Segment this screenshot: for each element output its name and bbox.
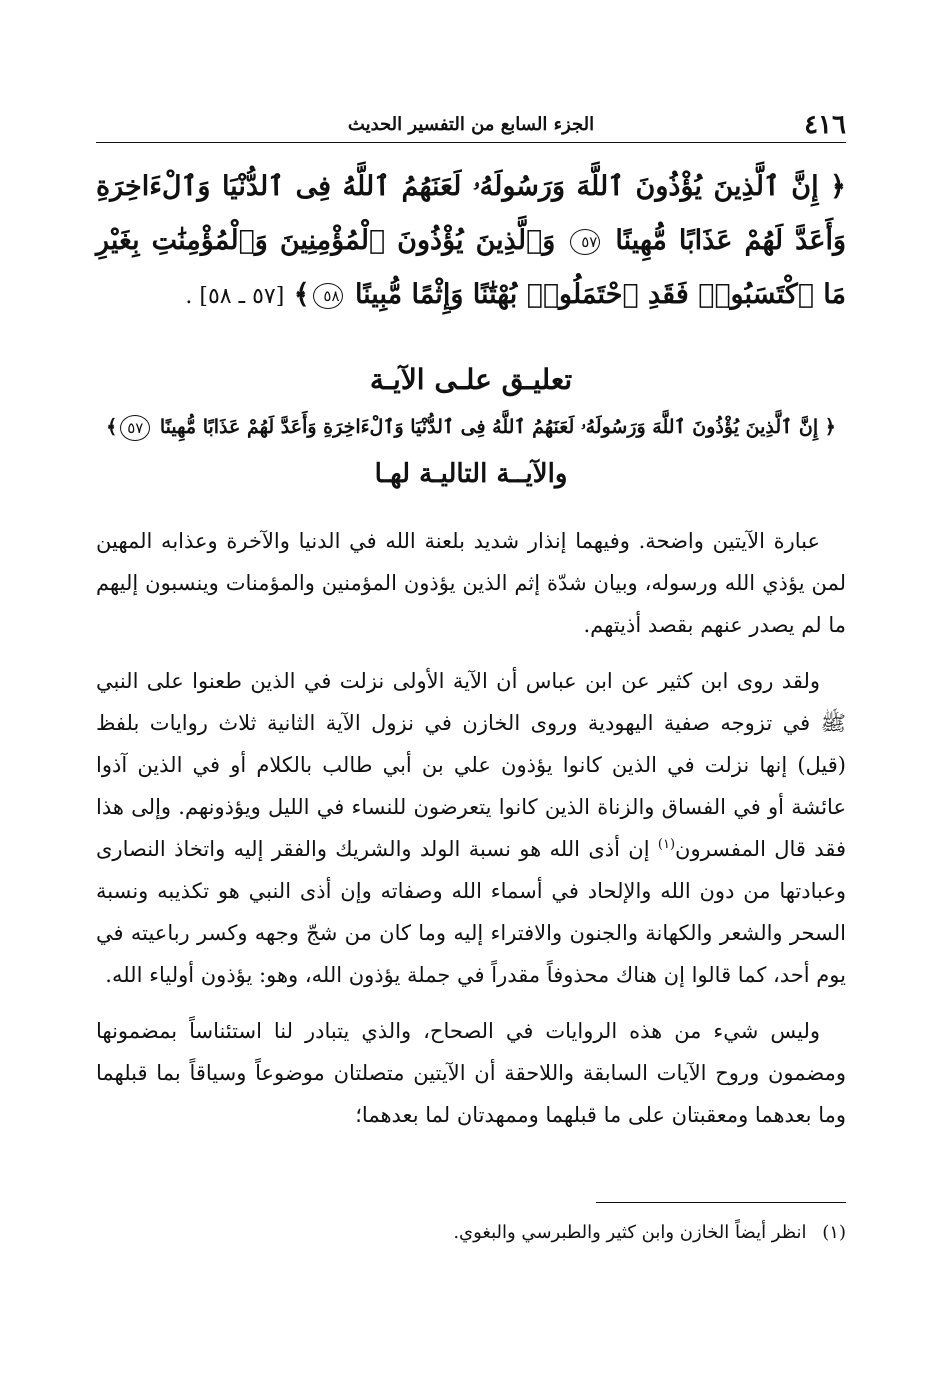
body-text: [96, 520, 846, 1150]
section-verse: [96, 402, 846, 452]
ayah-number-marker: ٥٨: [313, 283, 343, 309]
paragraph: عبارة الآيتين واضحة. وفيهما إنذار شديد بلعنة الله في الدنيا والآخرة وعذابه المهين لمن يؤذي الله ورسوله، وبيان شدّة إثم الذين يؤذون المؤمنين والمؤمنات وينسبون إليهم ما لم يصدر عنهم بقصد أذيتهم.: [96, 529, 846, 637]
ayah-number-marker: ٥٧: [120, 415, 150, 441]
footnote: [96, 1218, 846, 1248]
footnote-number: (١): [822, 1222, 846, 1243]
page-number: ٤١٦: [804, 110, 846, 140]
quran-verse-block: [96, 160, 846, 324]
verse-close-bracket: ﴾: [293, 279, 310, 310]
section-heading: [96, 358, 846, 496]
paragraph: وليس شيء من هذه الروايات في الصحاح، والذي يتبادر لنا استئناساً بمضمونها ومضمون وروح الآيات السابقة واللاحقة أن الآيتين متصلتان موضوعاً وسياقاً بما قبلهما وما بعدهما ومعقبتان على ما قبلهما وممهدتان لما بعدهما؛: [96, 1019, 846, 1127]
ayah-number-marker: ٥٧: [570, 229, 600, 255]
running-header: [96, 108, 846, 143]
paragraph-text: ولقد روى ابن كثير عن ابن عباس أن الآية الأولى نزلت في الذين طعنوا على النبي ﷺ في تزوجه صفية اليهودية وروى الخازن في نزول الآية الثانية ثلاث روايات بلفظ (قيل) إنها نزلت في الذين كانوا يؤذون علي بن أبي طالب بالكلام أو في الذين آذوا عائشة أو في الفساق والزناة الذين كانوا يتعرضون للنساء في الليل ويؤذونهم. وإلى هذا فقد قال المفسرون: [96, 669, 846, 861]
verse-part-2: وَٱلَّذِينَ يُؤْذُونَ ٱلْمُؤْمِنِينَ وَٱلْمُؤْمِنَٰتِ بِغَيْرِ مَا ٱكْتَسَبُوا۟ فَقَدِ ٱحْتَمَلُوا۟ بُهْتَٰنًا وَإِثْمًا مُّبِينًا: [96, 225, 846, 310]
section-verse-text: إِنَّ ٱلَّذِينَ يُؤْذُونَ ٱللَّهَ وَرَسُولَهُۥ لَعَنَهُمُ ٱللَّهُ فِى ٱلدُّنْيَا وَٱلْءَاخِرَةِ وَأَعَدَّ لَهُمْ عَذَابًا مُّهِينًا: [159, 416, 819, 438]
verse-open-bracket: ﴿: [830, 171, 846, 202]
section-subtitle: والآيــة التاليـة لهـا: [374, 459, 568, 489]
footnote-reference[interactable]: (١): [657, 837, 676, 852]
verse-close-bracket: ﴾: [106, 416, 118, 438]
verse-reference: [٥٧ ـ ٥٨] .: [185, 284, 285, 309]
footnote-divider: [596, 1202, 846, 1203]
running-title: الجزء السابع من التفسير الحديث: [347, 114, 595, 135]
verse-open-bracket: ﴿: [824, 416, 836, 438]
paragraph: [96, 660, 846, 996]
paragraph-text: إن أذى الله هو نسبة الولد والشريك والفقر إليه واتخاذ النصارى وعبادتها من دون الله والإلحاد في أسماء الله وصفاته وإن أذى النبي هو تكذيبه ونسبة السحر والشعر والكهانة والجنون والافتراء إليه وما كان من شجّ وجهه وكسر رباعيته في يوم أحد، كما قالوا إن هناك محذوفاً مقدراً في جملة يؤذون الله، وهو: يؤذون أولياء الله.: [96, 837, 846, 987]
book-page: [96, 0, 846, 1382]
section-title: تعليـق علـى الآيـة: [369, 363, 573, 396]
footnote-text: انظر أيضاً الخازن وابن كثير والطبرسي والبغوي.: [453, 1222, 807, 1243]
verse-part-1: إِنَّ ٱلَّذِينَ يُؤْذُونَ ٱللَّهَ وَرَسُولَهُۥ لَعَنَهُمُ ٱللَّهُ فِى ٱلدُّنْيَا وَٱلْءَاخِرَةِ وَأَعَدَّ لَهُمْ عَذَابًا مُّهِينًا: [96, 171, 846, 256]
